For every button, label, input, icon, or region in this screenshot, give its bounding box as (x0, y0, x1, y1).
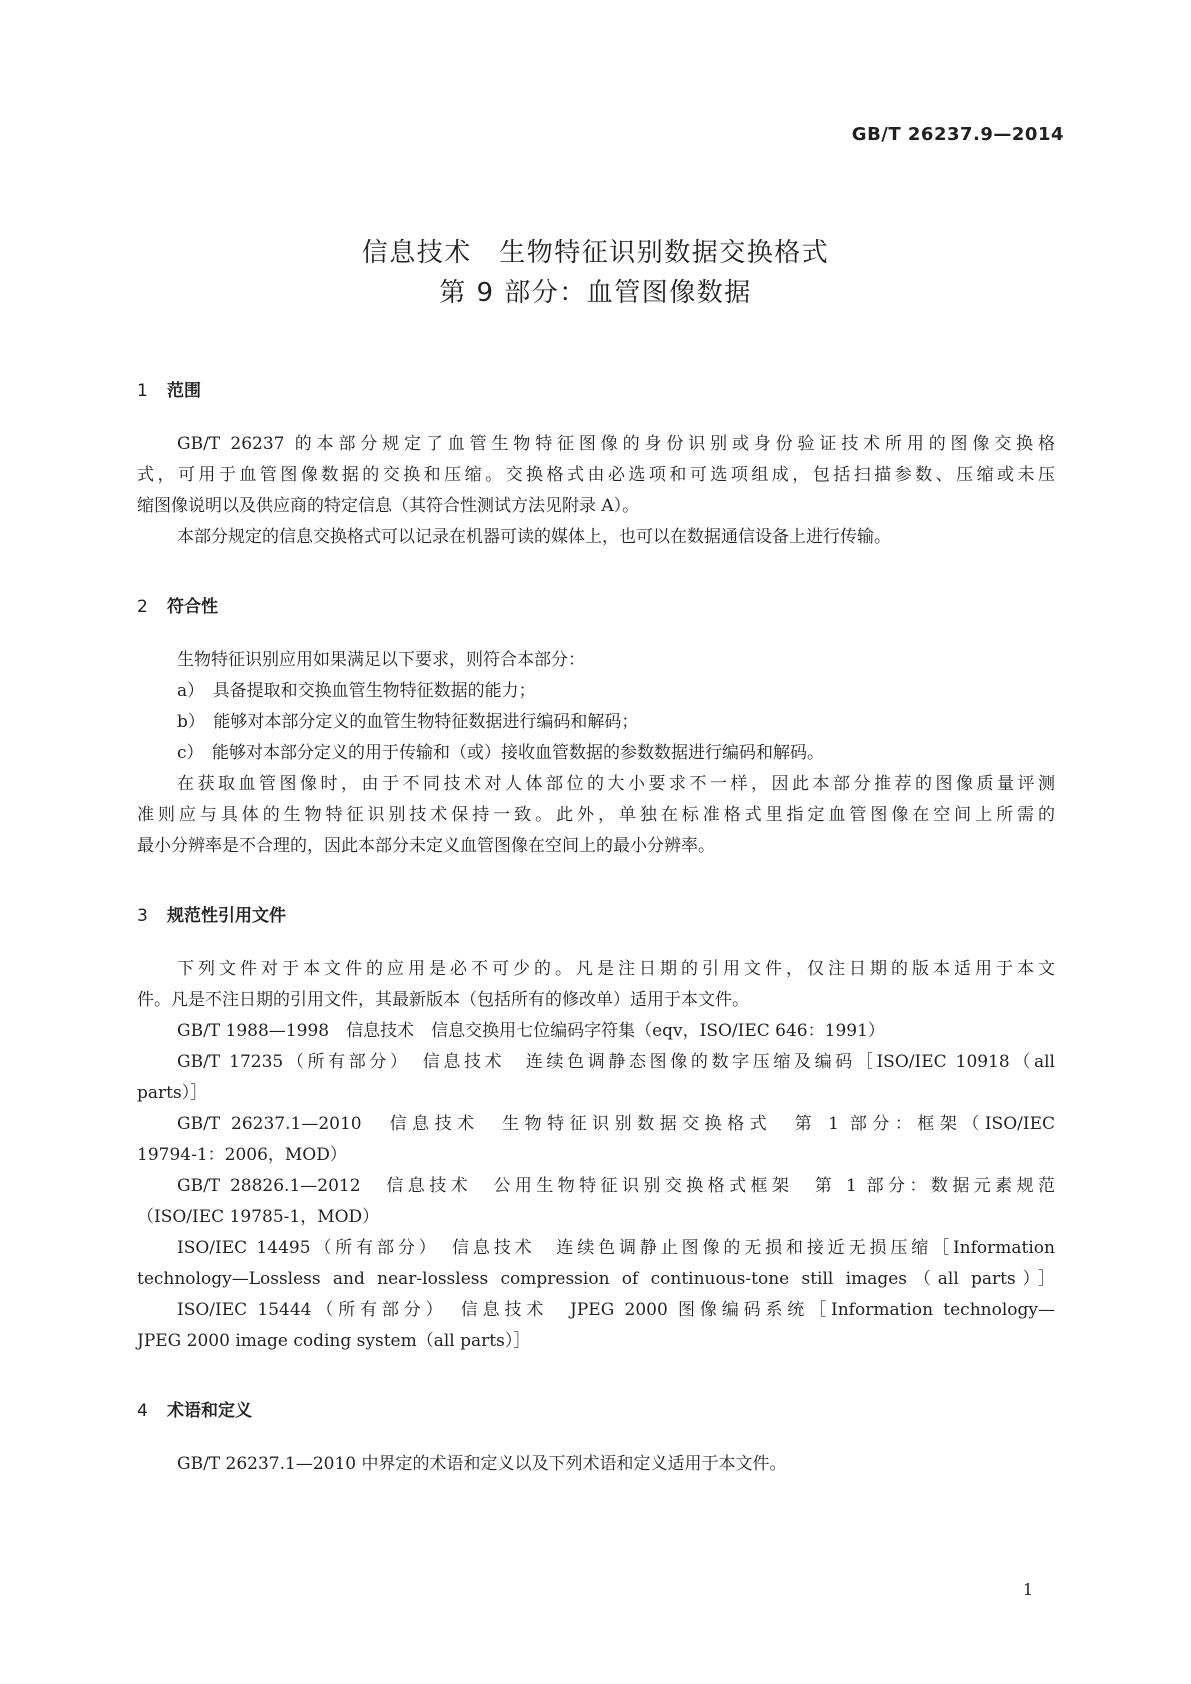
section-title: 范围 (167, 381, 201, 401)
section-title: 术语和定义 (167, 1401, 252, 1421)
section-1-heading (137, 376, 201, 401)
list-item-c: c） 能够对本部分定义的用于传输和（或）接收血管数据的参数数据进行编码和解码。 (177, 743, 825, 763)
paragraph-line: 式，可用于血管图像数据的交换和压缩。交换格式由必选项和可选项组成，包括扫描参数、压缩或未压 (137, 465, 1055, 485)
section-2-heading (137, 592, 218, 617)
section-number: 4 (137, 1401, 148, 1421)
section-number: 2 (137, 597, 148, 617)
section-title: 符合性 (167, 597, 218, 617)
paragraph-line: 最小分辨率是不合理的，因此本部分未定义血管图像在空间上的最小分辨率。 (137, 836, 715, 856)
paragraph-line: 生物特征识别应用如果满足以下要求，则符合本部分： (177, 650, 585, 670)
list-item-a: a） 具备提取和交换血管生物特征数据的能力； (177, 681, 536, 701)
reference-entry-continued: parts）］ (137, 1083, 208, 1103)
section-number: 3 (137, 906, 148, 926)
paragraph-line: 本部分规定的信息交换格式可以记录在机器可读的媒体上，也可以在数据通信设备上进行传输。 (177, 527, 891, 547)
section-title: 规范性引用文件 (167, 906, 286, 926)
reference-entry: GB/T 1988—1998 信息技术 信息交换用七位编码字符集（eqv，ISO/IEC 646：1991） (177, 1021, 885, 1041)
reference-entry-continued: 19794-1：2006，MOD） (137, 1145, 347, 1165)
section-3-heading (137, 901, 286, 926)
paragraph-line: 件。凡是不注日期的引用文件，其最新版本（包括所有的修改单）适用于本文件。 (137, 990, 749, 1010)
paragraph-line: 准则应与具体的生物特征识别技术保持一致。此外，单独在标准格式里指定血管图像在空间上所需的 (137, 805, 1055, 825)
reference-entry: ISO/IEC 15444（所有部分） 信息技术 JPEG 2000 图像编码系统［Information technology— (177, 1300, 1055, 1320)
reference-entry-continued: （ISO/IEC 19785-1，MOD） (137, 1207, 380, 1227)
paragraph-line: GB/T 26237.1—2010 中界定的术语和定义以及下列术语和定义适用于本文件。 (177, 1454, 787, 1474)
reference-entry: GB/T 17235（所有部分） 信息技术 连续色调静态图像的数字压缩及编码［ISO/IEC 10918（all (177, 1052, 1055, 1072)
reference-entry: GB/T 26237.1—2010 信息技术 生物特征识别数据交换格式 第 1 部分：框架（ISO/IEC (177, 1114, 1055, 1134)
section-4-heading (137, 1396, 252, 1421)
page-number: 1 (1022, 1580, 1033, 1599)
document-title-line-1: 信息技术 生物特征识别数据交换格式 (361, 238, 830, 268)
paragraph-line: 下列文件对于本文件的应用是必不可少的。凡是注日期的引用文件，仅注日期的版本适用于本文 (177, 959, 1055, 979)
paragraph-line: GB/T 26237 的本部分规定了血管生物特征图像的身份识别或身份验证技术所用的图像交换格 (177, 434, 1055, 454)
paragraph-line: 在获取血管图像时，由于不同技术对人体部位的大小要求不一样，因此本部分推荐的图像质量评测 (177, 774, 1055, 794)
standard-code: GB/T 26237.9—2014 (851, 124, 1064, 145)
reference-entry-continued: technology—Lossless and near-lossless compression of continuous-tone still images（all parts）］ (137, 1269, 1055, 1289)
paragraph-line: 缩图像说明以及供应商的特定信息（其符合性测试方法见附录 A）。 (137, 496, 640, 516)
section-number: 1 (137, 381, 148, 401)
document-title-line-2: 第 9 部分：血管图像数据 (439, 278, 752, 308)
reference-entry: GB/T 28826.1—2012 信息技术 公用生物特征识别交换格式框架 第 1 部分：数据元素规范 (177, 1176, 1055, 1196)
reference-entry: ISO/IEC 14495（所有部分） 信息技术 连续色调静止图像的无损和接近无损压缩［Information (177, 1238, 1055, 1258)
reference-entry-continued: JPEG 2000 image coding system（all parts）］ (137, 1331, 531, 1351)
list-item-b: b） 能够对本部分定义的血管生物特征数据进行编码和解码； (177, 712, 639, 732)
